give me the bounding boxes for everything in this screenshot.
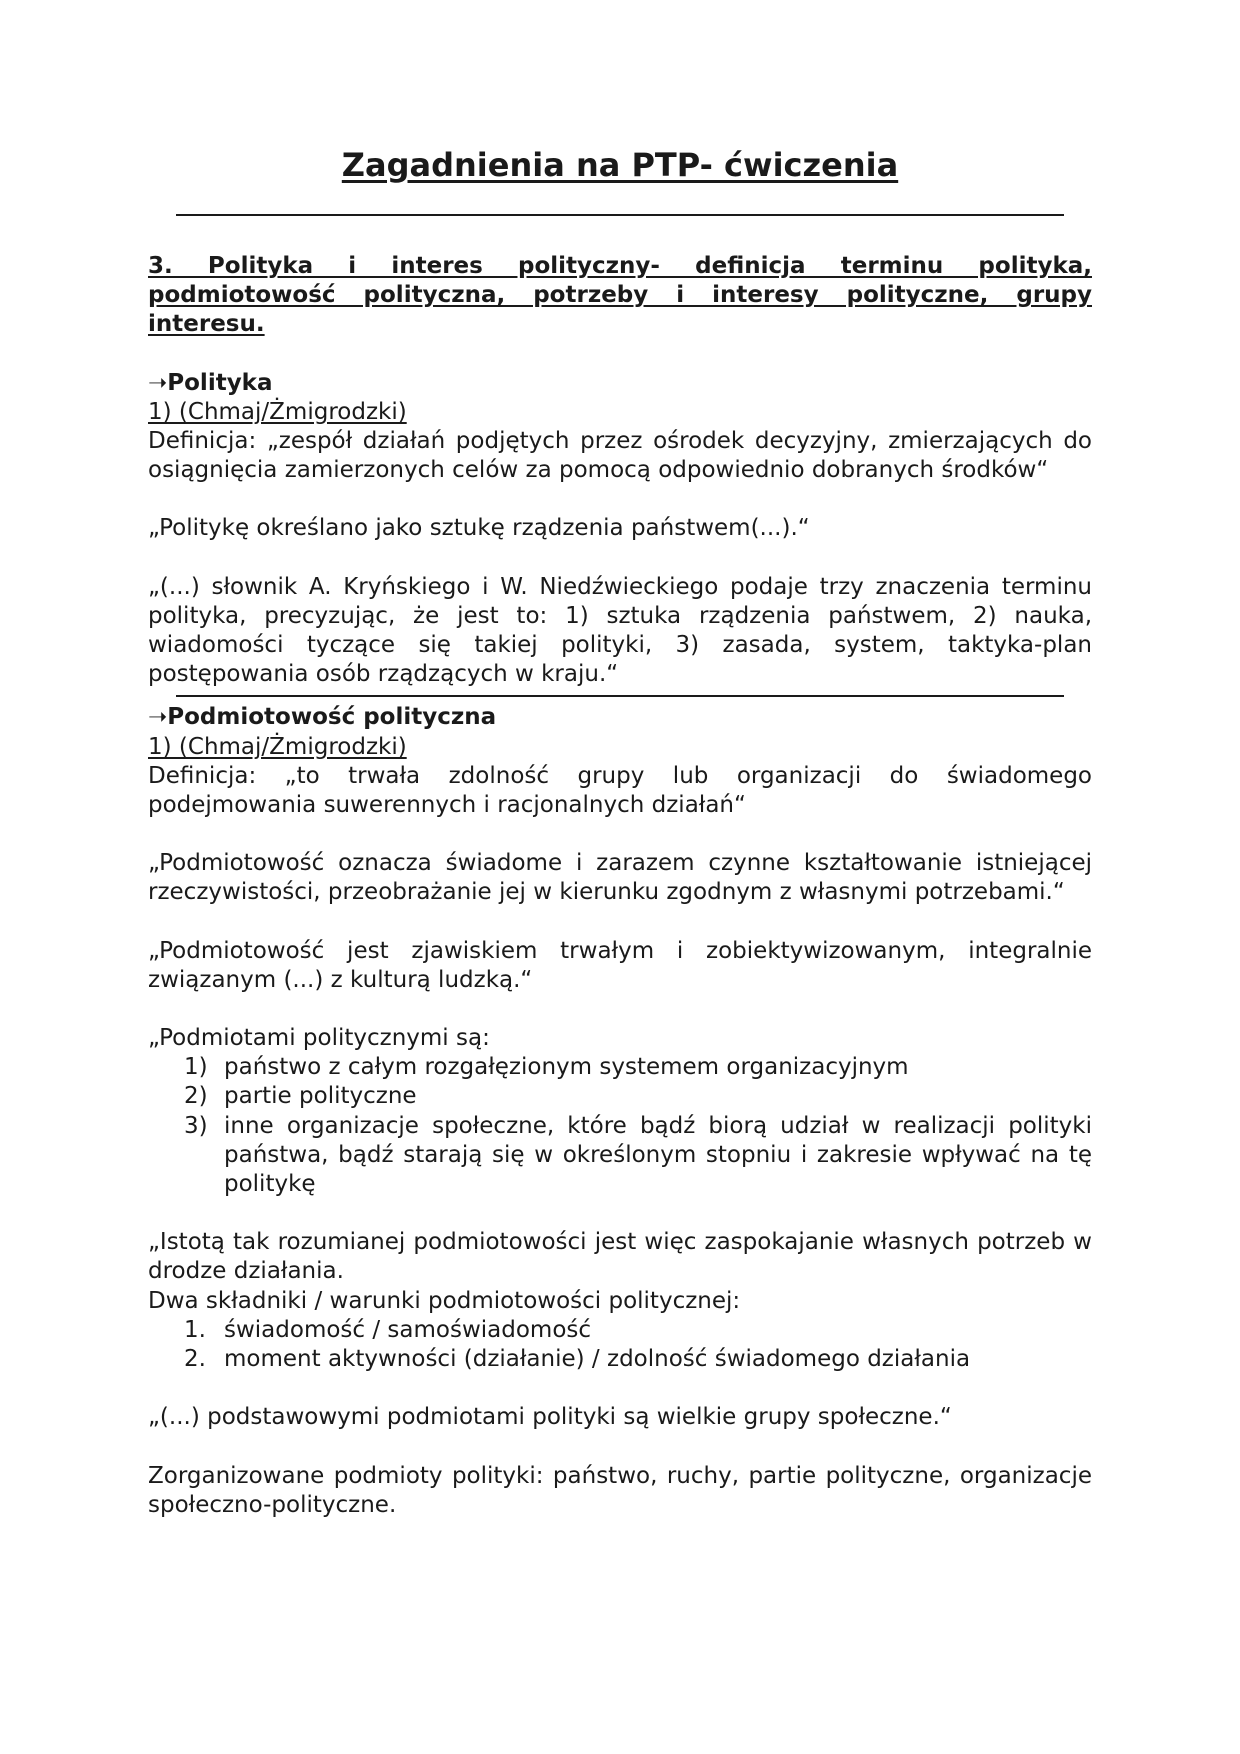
podmiotowosc-source: 1) (Chmaj/Żmigrodzki): [148, 733, 407, 760]
podmiotowosc-quote-3: „(...) podstawowymi podmiotami polityki są wielkie grupy społeczne.“: [148, 1404, 952, 1431]
polityka-heading: ➝Polityka: [148, 369, 273, 396]
podmiotowosc-quote-2: „Podmiotowość jest zjawiskiem trwałym i zobiektywizowanym, integralnie związanym (...) z kulturą ludzką.“: [148, 937, 1092, 993]
list-item: 3) inne organizacje społeczne, które bądź biorą udział w realizacji polityki państwa, bądź starają się w określonym stopniu i zakresie wpływać na tę politykę: [184, 1112, 1092, 1198]
conditions-intro: Dwa składniki / warunki podmiotowości politycznej:: [148, 1287, 741, 1314]
podmiotowosc-heading: ➝Podmiotowość polityczna: [148, 704, 497, 731]
list-item: 1) państwo z całym rozgałęzionym systemem organizacyjnym: [184, 1054, 909, 1081]
subjects-list: [148, 1053, 1092, 1199]
podmiotowosc-definition: Definicja: „to trwała zdolność grupy lub organizacji do świadomego podejmowania suwerennych i racjonalnych działań“: [148, 762, 1092, 819]
document-body: [148, 252, 1092, 1520]
subjects-list-intro: „Podmiotami politycznymi są:: [148, 1025, 490, 1052]
podmiotowosc-quote-1: „Podmiotowość oznacza świadome i zarazem czynne kształtowanie istniejącej rzeczywistości, przeobrażanie jej w kierunku zgodnym z własnymi potrzebami.“: [148, 850, 1092, 906]
polityka-source: 1) (Chmaj/Żmigrodzki): [148, 398, 407, 425]
polityka-definition: Definicja: „zespół działań podjętych przez ośrodek decyzyjny, zmierzających do osiągnięcia zamierzonych celów za pomocą odpowiednio dobranych środków“: [148, 428, 1092, 484]
document-title: Zagadnienia na PTP- ćwiczenia: [341, 146, 899, 184]
list-item: 2) partie polityczne: [184, 1083, 417, 1110]
organized-subjects: Zorganizowane podmioty polityki: państwo, ruchy, partie polityczne, organizacje społeczno-polityczne.: [148, 1462, 1092, 1518]
title-divider: [176, 214, 1064, 216]
polityka-quote-1: „Politykę określano jako sztukę rządzenia państwem(...).“: [148, 515, 810, 542]
list-item: 1. świadomość / samoświadomość: [184, 1316, 592, 1343]
polityka-quote-2: „(...) słownik A. Kryńskiego i W. Niedźwieckiego podaje trzy znaczenia terminu polityka, precyzując, że jest to: 1) sztuka rządzenia państwem, 2) nauka, wiadomości tyczące się takiej polityki, 3) zasada, system, taktyka-plan postępowania osób rządzących w kraju.“: [148, 573, 1092, 688]
conditions-list: [148, 1316, 1092, 1374]
section-divider: [176, 695, 1064, 697]
list-item: 2. moment aktywności (działanie) / zdolność świadomego działania: [184, 1346, 971, 1373]
essence-text: „Istotą tak rozumianej podmiotowości jest więc zaspokajanie własnych potrzeb w drodze działania.: [148, 1229, 1092, 1285]
section-heading: 3. Polityka i interes polityczny- definicja terminu polityka, podmiotowość polityczna, potrzeby i interesy polityczne, grupy interesu.: [148, 253, 1092, 338]
